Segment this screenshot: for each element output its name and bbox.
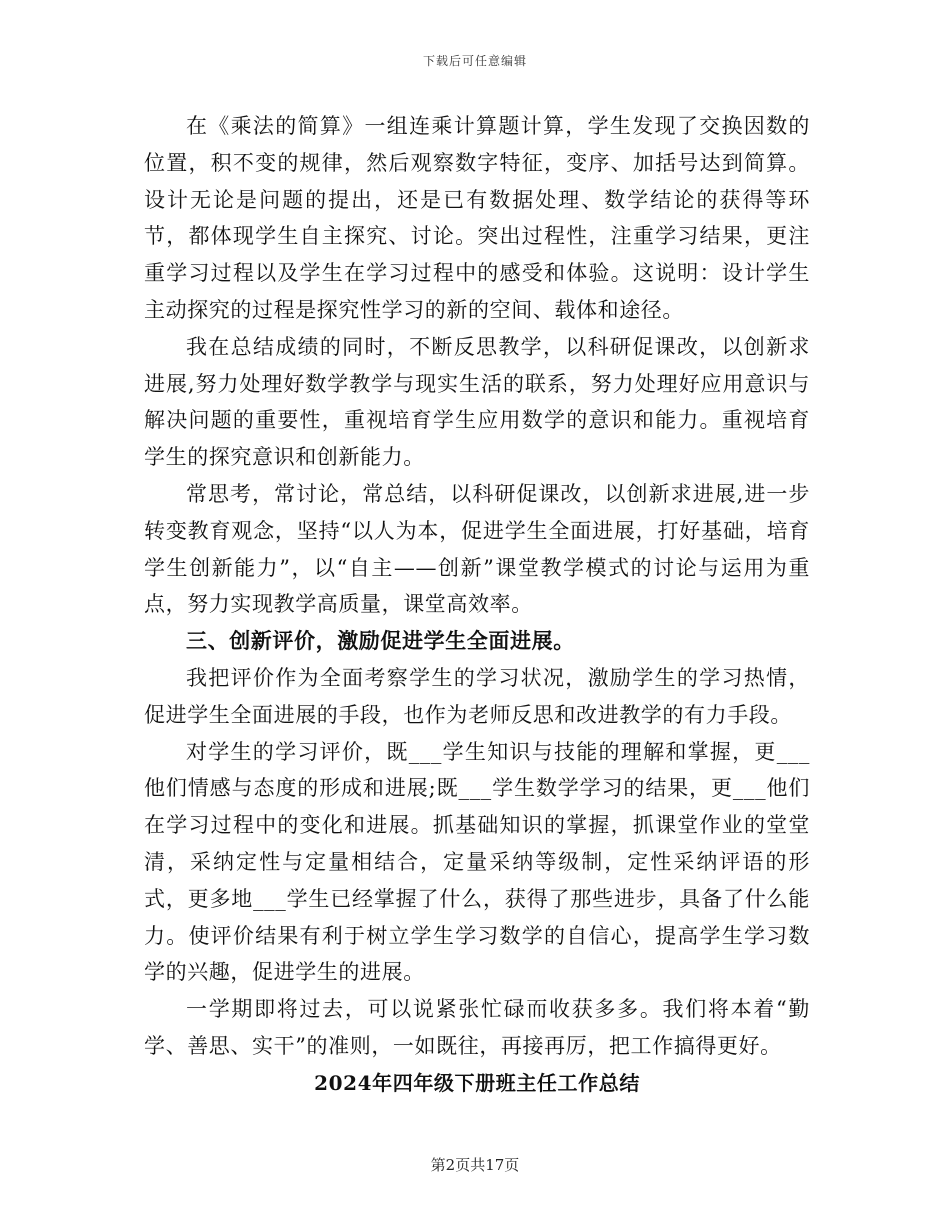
page-number: 第2页共17页 <box>430 1156 520 1174</box>
header-note: 下载后可任意编辑 <box>422 54 527 68</box>
document-body <box>144 108 810 1102</box>
paragraph-simplified-multiplication: 在《乘法的简算》一组连乘计算题计算，学生发现了交换因数的位置，积不变的规律，然后观察数字特征，变序、加括号达到简算。设计无论是问题的提出，还是已有数据处理、数学结论的获得等环节，都体现学生自主探究、讨论。突出过程性，注重学习结果，更注重学习过程以及学生在学习过程中的感受和体验。这说明：设计学生主动探究的过程是探究性学习的新的空间、载体和途径。 <box>144 114 810 322</box>
paragraph-research-reform: 常思考，常讨论，常总结，以科研促课改，以创新求进展,进一步转变教育观念，坚持“以人为本，促进学生全面进展，打好基础，培育学生创新能力”，以“自主——创新”课堂教学模式的讨论与运用为重点，努力实现教学高质量，课堂高效率。 <box>144 481 810 617</box>
paragraph-evaluation-purpose: 我把评价作为全面考察学生的学习状况，激励学生的学习热情，促进学生全面进展的手段，也作为老师反思和改进教学的有力手段。 <box>144 665 810 727</box>
paragraph-evaluation-method: 对学生的学习评价，既___学生知识与技能的理解和掌握，更___他们情感与态度的形成和进展;既___学生数学学习的结果，更___他们在学习过程中的变化和进展。抓基础知识的掌握，抓课堂作业的堂堂清，采纳定性与定量相结合，定量采纳等级制，定性采纳评语的形式，更多地___学生已经掌握了什么，获得了那些进步，具备了什么能力。使评价结果有利于树立学生学习数学的自信心，提高学生学习数学的兴趣，促进学生的进展。 <box>144 739 810 985</box>
paragraph-reflection-teaching: 我在总结成绩的同时，不断反思教学，以科研促课改，以创新求进展,努力处理好数学教学与现实生活的联系，努力处理好应用意识与解决问题的重要性，重视培育学生应用数学的意识和能力。重视培育学生的探究意识和创新能力。 <box>144 334 810 470</box>
paragraph-closing: 一学期即将过去，可以说紧张忙碌而收获多多。我们将本着“勤学、善思、实干”的准则，一如既往，再接再厉，把工作搞得更好。 <box>144 997 810 1058</box>
next-document-title: 2024年四年级下册班主任工作总结 <box>314 1070 640 1095</box>
section-heading-innovative-evaluation: 三、创新评价，激励促进学生全面进展。 <box>186 628 575 654</box>
